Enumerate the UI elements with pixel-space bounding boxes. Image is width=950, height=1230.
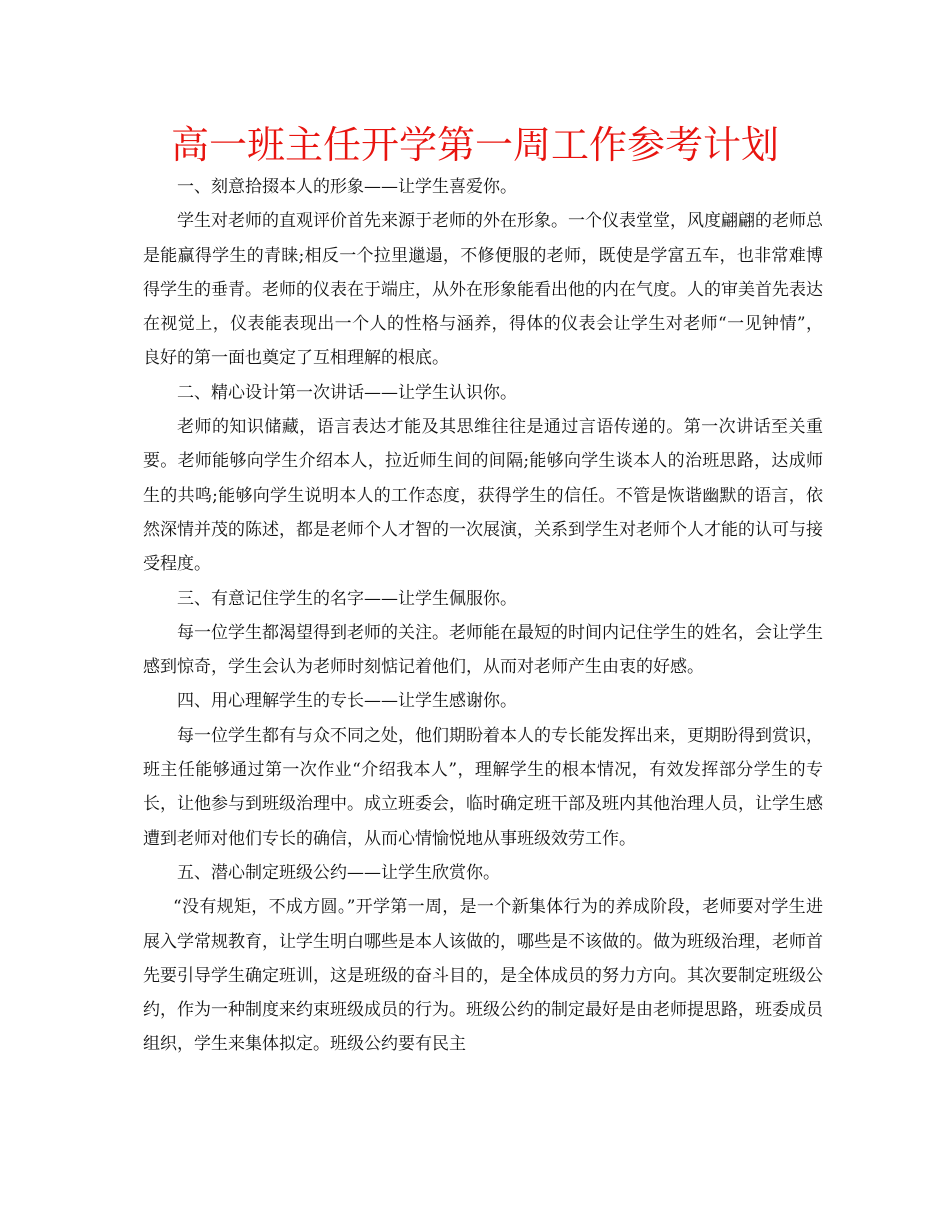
body-paragraph-5: “没有规矩，不成方圆。”开学第一周，是一个新集体行为的养成阶段，老师要对学生进展入学常规教育，让学生明白哪些是本人该做的，哪些是不该做的。做为班级治理，老师首先要引导学生确定班训，这是班级的奋斗目的，是全体成员的努力方向。其次要制定班级公约，作为一种制度来约束班级成员的行为。班级公约的制定最好是由老师提思路，班委成员组织，学生来集体拟定。班级公约要有民主 — [143, 897, 823, 1055]
document-body — [143, 170, 823, 1062]
section-heading-4: 四、用心理解学生的专长——让学生感谢你。 — [177, 691, 517, 712]
body-paragraph-3: 每一位学生都渴望得到老师的关注。老师能在最短的时间内记住学生的姓名，会让学生感到惊奇，学生会认为老师时刻惦记着他们，从而对老师产生由衷的好感。 — [143, 622, 823, 678]
section-heading-5: 五、潜心制定班级公约——让学生欣赏你。 — [177, 862, 500, 883]
document-title: 高一班主任开学第一周工作参考计划 — [170, 123, 779, 167]
body-paragraph-1: 学生对老师的直观评价首先来源于老师的外在形象。一个仪表堂堂，风度翩翩的老师总是能赢得学生的青睐;相反一个拉里邋遢，不修便服的老师，既使是学富五车，也非常难博得学生的垂青。老师的仪表在于端庄，从外在形象能看出他的内在气度。人的审美首先表达在视觉上，仪表能表现出一个人的性格与涵养，得体的仪表会让学生对老师“一见钟情”，良好的第一面也奠定了互相理解的根底。 — [143, 211, 823, 369]
section-heading-3: 三、有意记住学生的名字——让学生佩服你。 — [177, 588, 517, 609]
section-heading-1: 一、刻意拾掇本人的形象——让学生喜爱你。 — [177, 177, 517, 197]
section-heading-2: 二、精心设计第一次讲话——让学生认识你。 — [177, 382, 517, 403]
body-paragraph-2: 老师的知识储藏，语言表达才能及其思维往往是通过言语传递的。第一次讲话至关重要。老师能够向学生介绍本人，拉近师生间的间隔;能够向学生谈本人的治班思路，达成师生的共鸣;能够向学生说明本人的工作态度，获得学生的信任。不管是恢谐幽默的语言，依然深情并茂的陈述，都是老师个人才智的一次展演，关系到学生对老师个人才能的认可与接受程度。 — [143, 417, 823, 575]
body-paragraph-4: 每一位学生都有与众不同之处，他们期盼着本人的专长能发挥出来，更期盼得到赏识，班主任能够通过第一次作业“介绍我本人”，理解学生的根本情况，有效发挥部分学生的专长，让他参与到班级治理中。成立班委会，临时确定班干部及班内其他治理人员，让学生感遭到老师对他们专长的确信，从而心情愉悦地从事班级效劳工作。 — [143, 725, 823, 849]
